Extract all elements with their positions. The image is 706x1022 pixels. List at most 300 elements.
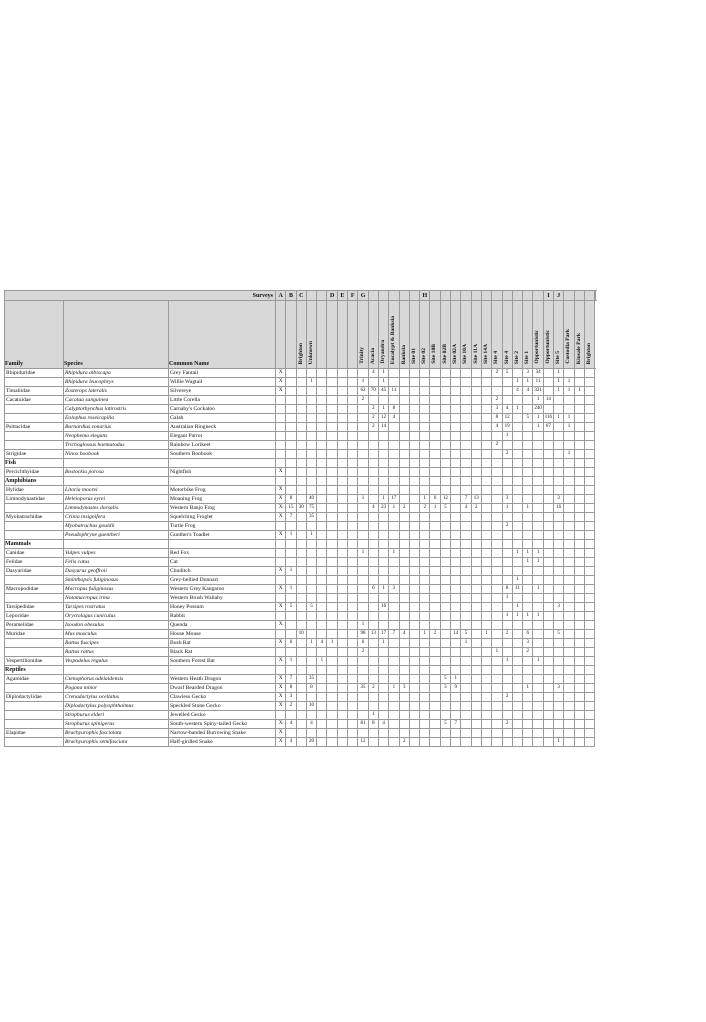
count-cell xyxy=(492,603,502,612)
count-cell xyxy=(574,558,584,567)
count-cell xyxy=(461,720,471,729)
count-cell xyxy=(471,594,481,603)
count-cell xyxy=(471,450,481,459)
count-cell xyxy=(317,531,327,540)
empty-cell xyxy=(337,459,347,468)
count-cell xyxy=(440,423,450,432)
count-cell xyxy=(399,432,409,441)
count-cell: 3 xyxy=(492,405,502,414)
count-cell xyxy=(286,621,296,630)
count-cell xyxy=(584,369,594,378)
count-cell xyxy=(348,576,358,585)
count-cell xyxy=(492,504,502,513)
common-name-cell: Western Brush Wallaby xyxy=(169,594,276,603)
count-cell xyxy=(389,729,399,738)
count-cell xyxy=(409,612,419,621)
count-cell xyxy=(440,648,450,657)
count-cell xyxy=(481,567,491,576)
count-cell xyxy=(523,657,533,666)
count-cell xyxy=(420,684,430,693)
count-cell xyxy=(327,414,337,423)
count-cell xyxy=(584,630,594,639)
species-row xyxy=(5,648,596,657)
section-row xyxy=(5,459,596,468)
family-cell: Macropodidae xyxy=(5,585,64,594)
count-cell: 5 xyxy=(554,630,564,639)
count-cell xyxy=(451,450,461,459)
count-cell: 8 xyxy=(368,720,378,729)
count-cell xyxy=(409,531,419,540)
count-cell xyxy=(533,504,543,513)
count-cell: 1 xyxy=(461,639,471,648)
count-cell xyxy=(512,720,522,729)
count-cell xyxy=(306,558,316,567)
species-row xyxy=(5,684,596,693)
count-cell xyxy=(554,558,564,567)
empty-cell xyxy=(64,477,169,486)
count-cell: 1 xyxy=(564,423,574,432)
species-cell: Pogona minor xyxy=(64,684,169,693)
count-cell xyxy=(471,621,481,630)
count-cell: 1 xyxy=(533,396,543,405)
count-cell xyxy=(512,531,522,540)
count-cell xyxy=(358,657,368,666)
count-cell xyxy=(584,513,594,522)
empty-cell xyxy=(296,666,306,675)
count-cell xyxy=(492,720,502,729)
count-cell xyxy=(461,594,471,603)
count-cell xyxy=(337,738,347,747)
count-cell: 16 xyxy=(554,504,564,513)
count-cell xyxy=(440,603,450,612)
count-cell xyxy=(554,441,564,450)
count-cell xyxy=(358,414,368,423)
count-cell: 6 xyxy=(358,639,368,648)
count-cell xyxy=(420,603,430,612)
count-cell xyxy=(430,531,440,540)
count-cell xyxy=(348,423,358,432)
family-cell xyxy=(5,405,64,414)
count-cell xyxy=(440,558,450,567)
count-cell xyxy=(533,567,543,576)
count-cell xyxy=(306,648,316,657)
species-row xyxy=(5,450,596,459)
empty-cell xyxy=(169,459,276,468)
count-cell xyxy=(502,486,512,495)
survey-group-label xyxy=(564,291,574,301)
count-cell xyxy=(451,423,461,432)
survey-group-label xyxy=(409,291,419,301)
site-column-header xyxy=(389,301,399,369)
count-cell xyxy=(512,495,522,504)
count-cell xyxy=(533,594,543,603)
empty-cell xyxy=(564,666,574,675)
count-cell xyxy=(378,432,388,441)
survey-group-label xyxy=(430,291,440,301)
count-cell xyxy=(368,531,378,540)
count-cell xyxy=(317,468,327,477)
count-cell: 2 xyxy=(368,414,378,423)
count-cell xyxy=(368,657,378,666)
count-cell xyxy=(348,639,358,648)
count-cell xyxy=(430,468,440,477)
species-cell: Crinia insignifera xyxy=(64,513,169,522)
count-cell xyxy=(430,729,440,738)
count-cell xyxy=(399,495,409,504)
count-cell xyxy=(533,603,543,612)
count-cell xyxy=(451,567,461,576)
count-cell xyxy=(286,432,296,441)
count-cell xyxy=(523,567,533,576)
count-cell xyxy=(399,567,409,576)
count-cell: 1 xyxy=(378,585,388,594)
site-column-header xyxy=(420,301,430,369)
count-cell xyxy=(327,675,337,684)
empty-cell xyxy=(276,666,286,675)
empty-cell xyxy=(296,477,306,486)
count-cell xyxy=(317,378,327,387)
count-cell: 2 xyxy=(492,369,502,378)
count-cell xyxy=(461,729,471,738)
count-cell: X xyxy=(276,585,286,594)
count-cell xyxy=(276,423,286,432)
count-cell: 240 xyxy=(533,405,543,414)
count-cell: 4 xyxy=(389,414,399,423)
count-cell xyxy=(368,738,378,747)
count-cell xyxy=(440,630,450,639)
count-cell xyxy=(502,621,512,630)
count-cell xyxy=(574,702,584,711)
count-cell: 1 xyxy=(533,657,543,666)
site-column-header xyxy=(512,301,522,369)
count-cell xyxy=(276,450,286,459)
count-cell xyxy=(512,594,522,603)
empty-cell xyxy=(368,666,378,675)
count-cell xyxy=(481,675,491,684)
count-cell xyxy=(523,531,533,540)
count-cell xyxy=(358,405,368,414)
count-cell xyxy=(512,567,522,576)
count-cell xyxy=(286,576,296,585)
count-cell xyxy=(533,486,543,495)
count-cell: 1 xyxy=(451,675,461,684)
count-cell xyxy=(564,558,574,567)
count-cell xyxy=(378,684,388,693)
count-cell xyxy=(492,630,502,639)
species-row xyxy=(5,630,596,639)
count-cell: 35 xyxy=(306,675,316,684)
count-cell xyxy=(409,495,419,504)
common-name-cell: House Mouse xyxy=(169,630,276,639)
count-cell xyxy=(481,513,491,522)
count-cell xyxy=(389,441,399,450)
count-cell: 8 xyxy=(286,495,296,504)
count-cell xyxy=(306,549,316,558)
count-cell xyxy=(317,486,327,495)
count-cell xyxy=(512,711,522,720)
count-cell xyxy=(533,531,543,540)
count-cell xyxy=(409,729,419,738)
count-cell: 4 xyxy=(502,405,512,414)
count-cell xyxy=(502,531,512,540)
count-cell: 1 xyxy=(502,432,512,441)
count-cell xyxy=(337,414,347,423)
count-cell xyxy=(389,513,399,522)
count-cell: 1 xyxy=(523,558,533,567)
count-cell xyxy=(368,567,378,576)
count-cell xyxy=(389,378,399,387)
family-cell: Tarsipedidae xyxy=(5,603,64,612)
count-cell xyxy=(368,513,378,522)
count-cell: 7 xyxy=(451,720,461,729)
count-cell xyxy=(502,675,512,684)
count-cell xyxy=(481,702,491,711)
count-cell xyxy=(389,612,399,621)
count-cell xyxy=(451,495,461,504)
count-cell: 1 xyxy=(358,378,368,387)
empty-cell xyxy=(451,666,461,675)
count-cell xyxy=(286,522,296,531)
count-cell: 2 xyxy=(420,504,430,513)
site-column-label: Opportunistic xyxy=(544,330,551,364)
species-cell: Notamacropus irma xyxy=(64,594,169,603)
family-cell xyxy=(5,432,64,441)
count-cell xyxy=(337,441,347,450)
count-cell: 1 xyxy=(564,414,574,423)
count-cell xyxy=(574,675,584,684)
count-cell: X xyxy=(276,378,286,387)
common-name-cell: Silvereye xyxy=(169,387,276,396)
count-cell xyxy=(409,513,419,522)
family-cell: Cacatuidae xyxy=(5,396,64,405)
count-cell xyxy=(430,585,440,594)
family-cell xyxy=(5,504,64,513)
count-cell: 1 xyxy=(358,549,368,558)
count-cell: 1 xyxy=(286,585,296,594)
empty-cell xyxy=(306,477,316,486)
species-row xyxy=(5,549,596,558)
empty-cell xyxy=(337,540,347,549)
count-cell: 2 xyxy=(399,504,409,513)
count-cell: 2 xyxy=(358,648,368,657)
count-cell: 1 xyxy=(523,684,533,693)
count-cell xyxy=(306,432,316,441)
count-cell xyxy=(389,693,399,702)
count-cell xyxy=(348,531,358,540)
count-cell xyxy=(296,378,306,387)
count-cell: 7 xyxy=(286,675,296,684)
count-cell xyxy=(543,549,553,558)
count-cell xyxy=(554,594,564,603)
count-cell xyxy=(564,684,574,693)
species-row xyxy=(5,675,596,684)
count-cell xyxy=(492,513,502,522)
count-cell xyxy=(502,567,512,576)
count-cell xyxy=(337,639,347,648)
empty-cell xyxy=(492,459,502,468)
count-cell: 3 xyxy=(554,495,564,504)
empty-cell xyxy=(533,477,543,486)
count-cell xyxy=(430,387,440,396)
count-cell xyxy=(471,639,481,648)
count-cell xyxy=(399,405,409,414)
family-cell: Psittacidae xyxy=(5,423,64,432)
count-cell xyxy=(451,378,461,387)
count-cell xyxy=(492,576,502,585)
count-cell xyxy=(378,549,388,558)
count-cell: 2 xyxy=(502,522,512,531)
empty-cell xyxy=(317,666,327,675)
count-cell xyxy=(554,405,564,414)
count-cell: 1 xyxy=(378,405,388,414)
count-cell xyxy=(533,702,543,711)
count-cell xyxy=(420,486,430,495)
count-cell xyxy=(337,387,347,396)
count-cell xyxy=(409,378,419,387)
count-cell xyxy=(420,369,430,378)
section-heading: Fish xyxy=(5,459,64,468)
empty-cell xyxy=(554,459,564,468)
count-cell xyxy=(564,621,574,630)
count-cell xyxy=(296,531,306,540)
count-cell xyxy=(276,576,286,585)
count-cell xyxy=(276,630,286,639)
count-cell xyxy=(471,432,481,441)
survey-group-label xyxy=(584,291,594,301)
species-cell: Rhipidura albiscapa xyxy=(64,369,169,378)
count-cell: 1 xyxy=(554,414,564,423)
count-cell xyxy=(481,549,491,558)
count-cell: 67 xyxy=(543,423,553,432)
count-cell xyxy=(574,711,584,720)
count-cell: 1 xyxy=(378,639,388,648)
count-cell: 1 xyxy=(533,423,543,432)
count-cell xyxy=(420,531,430,540)
count-cell xyxy=(327,495,337,504)
count-cell: 9 xyxy=(451,684,461,693)
count-cell xyxy=(523,594,533,603)
count-cell xyxy=(461,405,471,414)
count-cell xyxy=(574,495,584,504)
species-cell: Vulpes vulpes xyxy=(64,549,169,558)
common-name-cell: Moaning Frog xyxy=(169,495,276,504)
count-cell xyxy=(389,621,399,630)
empty-cell xyxy=(471,666,481,675)
species-row xyxy=(5,495,596,504)
count-cell xyxy=(574,576,584,585)
count-cell xyxy=(574,405,584,414)
count-cell xyxy=(378,531,388,540)
count-cell xyxy=(471,558,481,567)
empty-cell xyxy=(440,459,450,468)
count-cell xyxy=(502,549,512,558)
count-cell: 1 xyxy=(358,621,368,630)
count-cell xyxy=(543,558,553,567)
count-cell xyxy=(430,612,440,621)
count-cell xyxy=(420,567,430,576)
count-cell xyxy=(317,603,327,612)
empty-cell xyxy=(533,666,543,675)
count-cell: 1 xyxy=(574,387,584,396)
count-cell xyxy=(574,621,584,630)
empty-cell xyxy=(430,666,440,675)
count-cell xyxy=(533,576,543,585)
count-cell xyxy=(574,639,584,648)
family-cell xyxy=(5,594,64,603)
count-cell xyxy=(440,405,450,414)
empty-cell xyxy=(502,459,512,468)
species-cell: Strophurus spinigerus xyxy=(64,720,169,729)
count-cell xyxy=(543,684,553,693)
count-cell xyxy=(564,675,574,684)
count-cell xyxy=(296,423,306,432)
count-cell xyxy=(533,432,543,441)
empty-cell xyxy=(399,477,409,486)
count-cell xyxy=(327,594,337,603)
count-cell: 6 xyxy=(368,585,378,594)
count-cell xyxy=(286,648,296,657)
count-cell: X xyxy=(276,684,286,693)
count-cell xyxy=(451,612,461,621)
count-cell xyxy=(481,531,491,540)
count-cell xyxy=(317,684,327,693)
count-cell xyxy=(327,369,337,378)
count-cell: X xyxy=(276,720,286,729)
common-name-cell: Squelching Froglet xyxy=(169,513,276,522)
family-cell: Leporidae xyxy=(5,612,64,621)
family-cell xyxy=(5,639,64,648)
count-cell xyxy=(492,522,502,531)
count-cell: 7 xyxy=(461,495,471,504)
count-cell xyxy=(543,738,553,747)
count-cell xyxy=(409,522,419,531)
count-cell xyxy=(348,387,358,396)
empty-cell xyxy=(481,477,491,486)
count-cell xyxy=(306,468,316,477)
count-cell: 4 xyxy=(523,387,533,396)
count-cell xyxy=(358,531,368,540)
count-cell: 35 xyxy=(306,513,316,522)
count-cell xyxy=(317,693,327,702)
count-cell xyxy=(296,693,306,702)
count-cell xyxy=(523,432,533,441)
count-cell xyxy=(409,576,419,585)
count-cell xyxy=(512,396,522,405)
empty-cell xyxy=(358,666,368,675)
count-cell: 1 xyxy=(286,657,296,666)
family-column-header: Family xyxy=(5,301,64,369)
count-cell xyxy=(420,423,430,432)
count-cell xyxy=(296,495,306,504)
site-column-label: Site 01 xyxy=(410,347,417,364)
empty-cell xyxy=(461,459,471,468)
empty-cell xyxy=(523,666,533,675)
empty-cell xyxy=(430,540,440,549)
count-cell xyxy=(420,621,430,630)
common-name-cell: Red Fox xyxy=(169,549,276,558)
count-cell xyxy=(317,630,327,639)
count-cell xyxy=(389,450,399,459)
count-cell xyxy=(337,378,347,387)
count-cell xyxy=(512,675,522,684)
species-row xyxy=(5,531,596,540)
count-cell: 2 xyxy=(430,630,440,639)
count-cell xyxy=(584,558,594,567)
count-cell: 5 xyxy=(440,720,450,729)
common-name-cell: Carnaby's Cockatoo xyxy=(169,405,276,414)
count-cell xyxy=(327,558,337,567)
count-cell xyxy=(533,441,543,450)
